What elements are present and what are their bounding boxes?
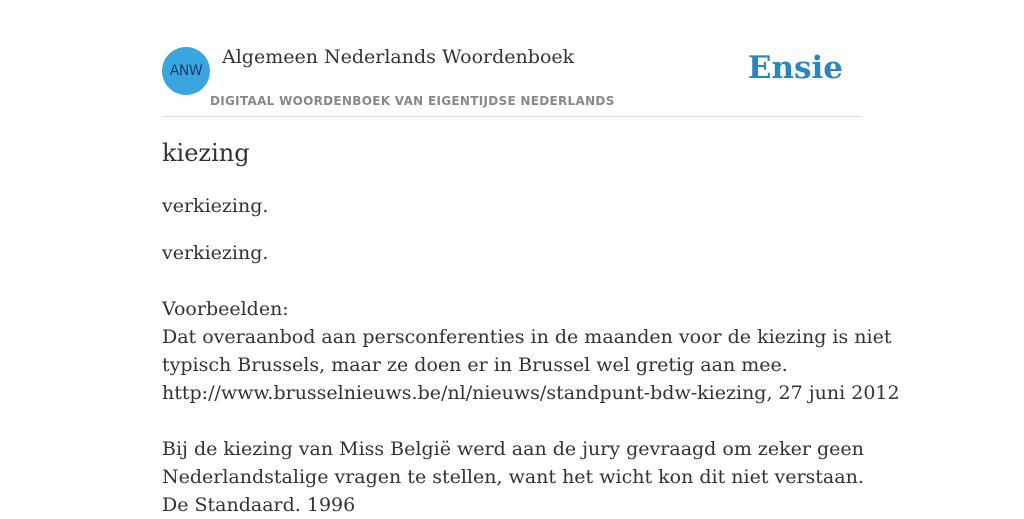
site-header: [162, 0, 862, 117]
example-2-source: De Standaard. 1996: [162, 494, 356, 516]
ensie-logo[interactable]: Ensie: [747, 50, 843, 86]
example-2-line-1: Bij de kiezing van Miss België werd aan de jury gevraagd om zeker geen: [162, 438, 864, 460]
entry-headword: kiezing: [162, 139, 250, 167]
example-1-line-2: typisch Brussels, maar ze doen er in Brussel wel gretig aan mee.: [162, 354, 788, 376]
page: [162, 0, 900, 516]
site-title[interactable]: Algemeen Nederlands Woordenboek: [222, 46, 575, 68]
example-1-source: http://www.brusselnieuws.be/nl/nieuws/standpunt-bdw-kiezing, 27 juni 2012: [162, 382, 900, 404]
example-2-line-2: Nederlandstalige vragen te stellen, want het wicht kon dit niet verstaan.: [162, 466, 864, 488]
site-subtitle: DIGITAAL WOORDENBOEK VAN EIGENTIJDSE NEDERLANDS: [210, 94, 615, 108]
short-definition: verkiezing.: [162, 195, 269, 217]
example-1-line-1: Dat overaanbod aan persconferenties in de maanden voor de kiezing is niet: [162, 326, 892, 348]
definition: verkiezing.: [162, 242, 269, 264]
anw-logo[interactable]: ANW: [162, 47, 210, 95]
examples-label: Voorbeelden:: [162, 298, 289, 320]
